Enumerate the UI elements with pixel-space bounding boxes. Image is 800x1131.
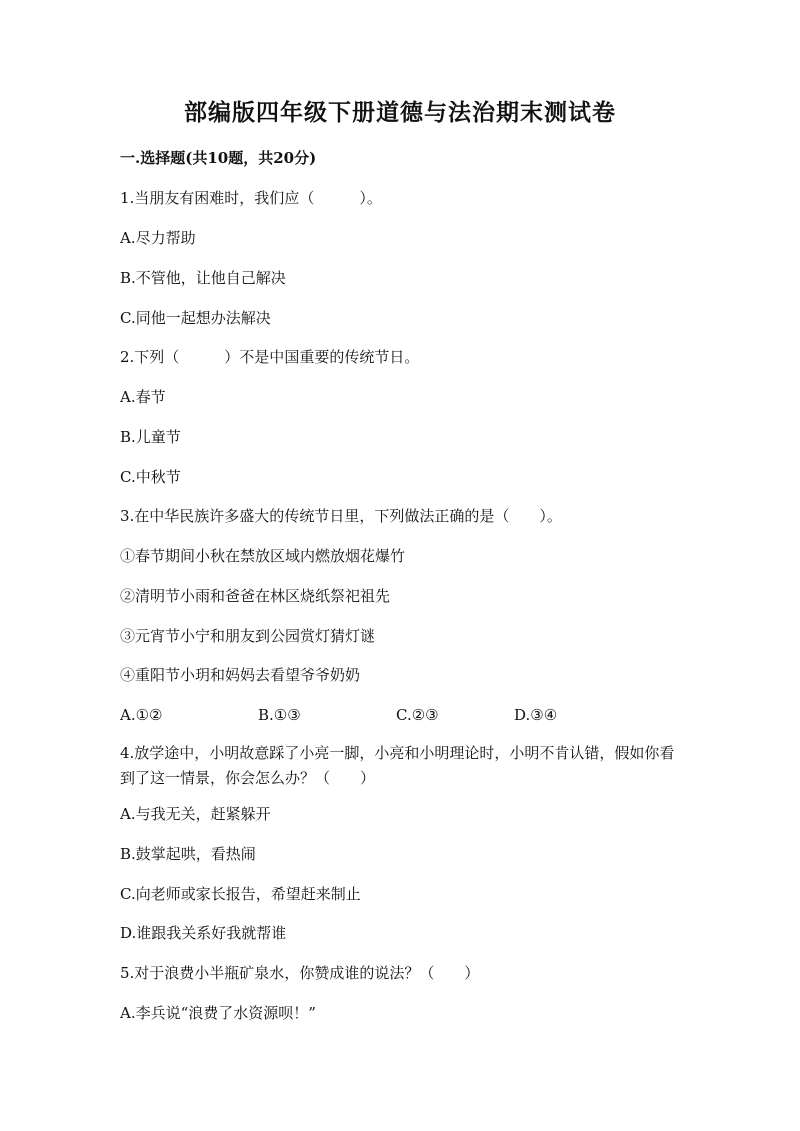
question-2-option-b: B.儿童节 [120,428,181,446]
question-5-stem: 5.对于浪费小半瓶矿泉水，你赞成谁的说法？（ ） [120,964,480,982]
question-1-option-b: B.不管他，让他自己解决 [120,269,286,287]
document-title: 部编版四年级下册道德与法治期末测试卷 [184,99,616,126]
question-2-stem: 2.下列（ ）不是中国重要的传统节日。 [120,348,420,366]
question-1-option-a: A.尽力帮助 [120,229,196,247]
question-3-option-a: A.①② [120,706,163,724]
question-1-stem: 1.当朋友有困难时，我们应（ ）。 [120,189,382,207]
question-3-statement-2: ②清明节小雨和爸爸在林区烧纸祭祀祖先 [120,587,391,605]
question-3-stem: 3.在中华民族许多盛大的传统节日里，下列做法正确的是（ ）。 [120,507,562,525]
question-3-option-d: D.③④ [514,706,558,724]
question-4-stem: 4.放学途中，小明故意踩了小亮一脚，小亮和小明理论时，小明不肯认错，假如你看到了这一情景，你会怎么办？（ ） [120,744,675,787]
question-3-option-b: B.①③ [258,706,301,724]
section-header: 一.选择题(共10题，共20分) [120,149,317,167]
question-3-statement-3: ③元宵节小宁和朋友到公园赏灯猜灯谜 [120,627,376,645]
question-3-statement-1: ①春节期间小秋在禁放区域内燃放烟花爆竹 [120,547,406,565]
question-1-option-c: C.同他一起想办法解决 [120,309,271,327]
question-5-option-a: A.李兵说“浪费了水资源呗！” [120,1004,316,1022]
question-3-statement-4: ④重阳节小玥和妈妈去看望爷爷奶奶 [120,666,361,684]
question-3-option-c: C.②③ [396,706,439,724]
question-4-option-d: D.谁跟我关系好我就帮谁 [120,924,287,942]
question-2-option-a: A.春节 [120,388,166,406]
question-4-option-c: C.向老师或家长报告，希望赶来制止 [120,885,361,903]
question-4-option-b: B.鼓掌起哄，看热闹 [120,845,256,863]
question-2-option-c: C.中秋节 [120,468,181,486]
question-4-option-a: A.与我无关，赶紧躲开 [120,805,271,823]
